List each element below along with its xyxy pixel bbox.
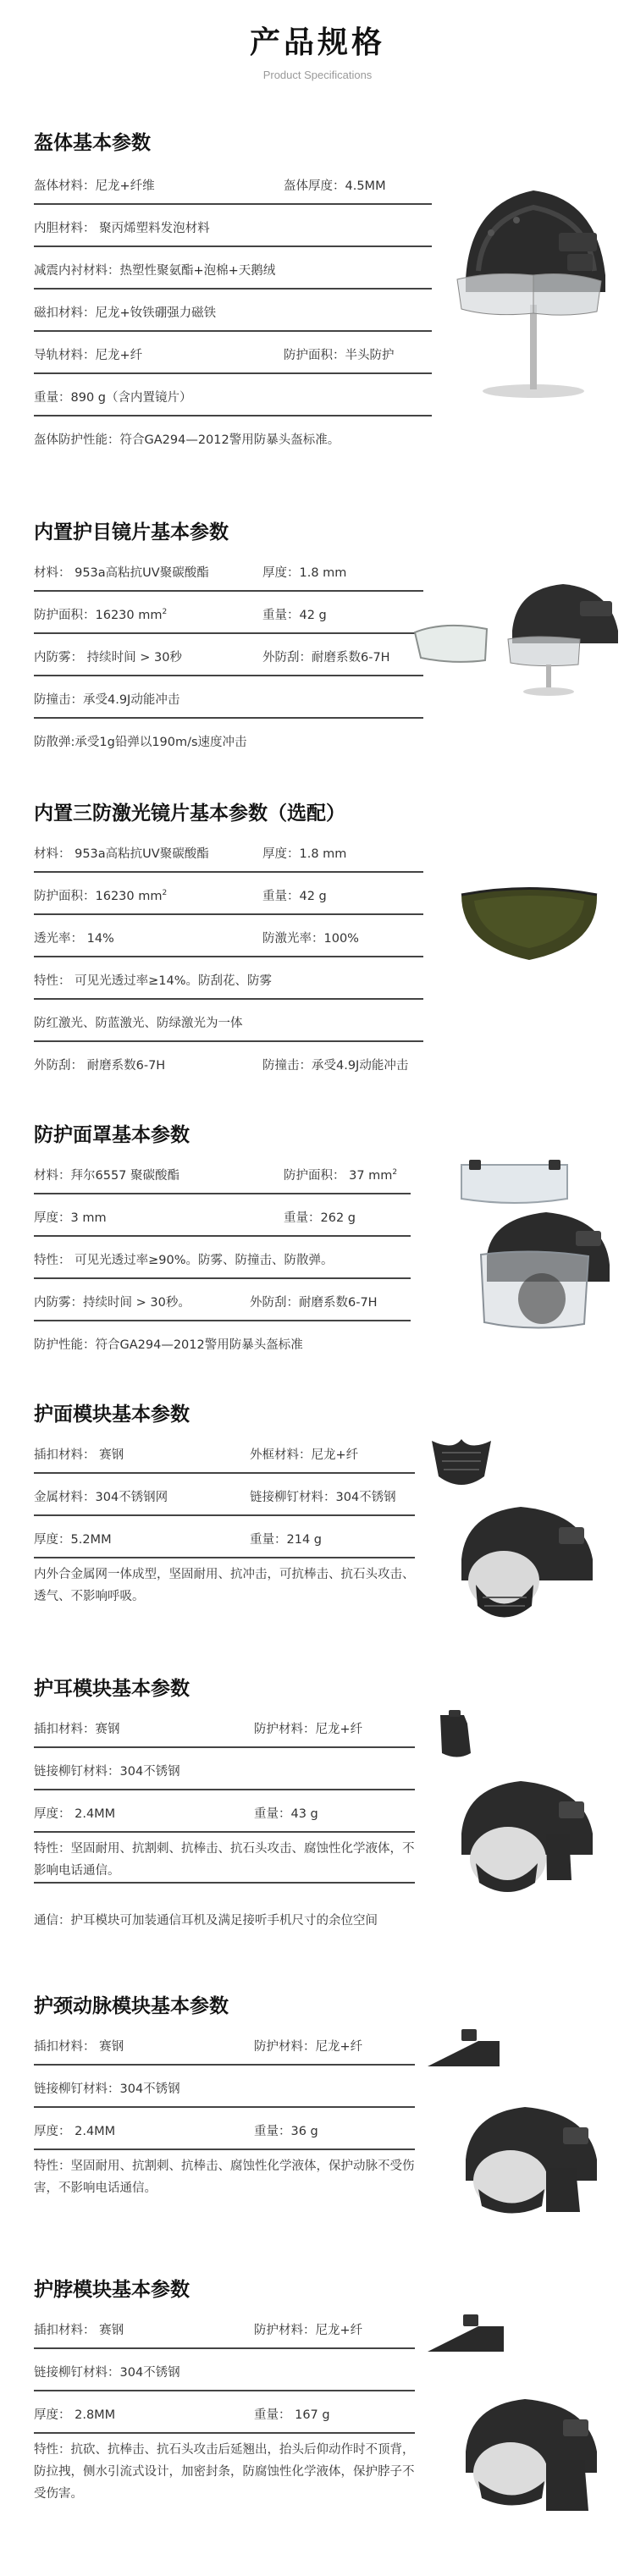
spec-cell: 防护面积：半头防护 xyxy=(284,349,395,362)
spec-row xyxy=(34,1242,411,1279)
spec-row xyxy=(34,2354,415,2391)
spec-cell: 磁扣材料：尼龙+钕铁硼强力磁铁 xyxy=(34,306,217,320)
spec-row xyxy=(34,2439,415,2505)
spec-cell: 内防雾： 持续时间 > 30秒 xyxy=(34,651,182,665)
spec-cell: 盔体厚度：4.5MM xyxy=(284,179,386,193)
spec-cell: 防护面积： 37 $mm^2$ xyxy=(284,1168,398,1183)
spec-cell: 特性：坚固耐用、抗割刺、抗棒击、抗石头攻击、腐蚀性化学液体，不影响电话通信。 xyxy=(34,1842,415,1878)
spec-cell: 内胆材料： 聚丙烯塑料发泡材料 xyxy=(34,222,210,235)
spec-cell: 防护面积：16230 $mm^2$ xyxy=(34,889,168,903)
spec-cell: 重量：36 g xyxy=(254,2125,318,2138)
spec-cell: 内防雾：持续时间 > 30秒。 xyxy=(34,1296,190,1310)
spec-cell: 插扣材料： 赛钢 xyxy=(34,1448,124,1462)
spec-row xyxy=(34,1200,411,1237)
face-shield-image xyxy=(449,1155,618,1332)
spec-cell: 防护材料：尼龙+纤 xyxy=(254,2324,363,2337)
spec-cell: 防激光率：100% xyxy=(262,932,359,946)
spec-cell: 防护面积：16230 $mm^2$ xyxy=(34,608,168,622)
spec-cell: 插扣材料： 赛钢 xyxy=(34,2324,124,2337)
spec-cell: 防护性能：符合GA294—2012警用防暴头盔标准 xyxy=(34,1338,303,1352)
spec-cell: 外防刮：耐磨系数6-7H xyxy=(250,1296,378,1310)
spec-cell: 防护材料：尼龙+纤 xyxy=(254,2040,363,2054)
spec-row xyxy=(34,295,432,332)
carotid-module-image xyxy=(419,2024,614,2219)
spec-cell: 导轨材料：尼龙+纤 xyxy=(34,349,143,362)
spec-cell: 厚度： 2.4MM xyxy=(34,1807,116,1821)
spec-row xyxy=(34,2071,415,2108)
section-title: 护脖模块基本参数 xyxy=(34,2279,190,2301)
spec-cell: 厚度：1.8 mm xyxy=(262,847,347,861)
spec-cell: 盔体材料：尼龙+纤维 xyxy=(34,179,155,193)
spec-row xyxy=(34,2155,415,2199)
spec-cell: 外防刮：耐磨系数6-7H xyxy=(262,651,390,665)
spec-row xyxy=(34,1521,415,1558)
section-title: 防护面罩基本参数 xyxy=(34,1124,190,1146)
spec-row xyxy=(34,1284,411,1321)
spec-row xyxy=(34,597,423,634)
spec-row xyxy=(34,1564,415,1608)
spec-cell: 通信：护耳模块可加装通信耳机及满足接听手机尺寸的余位空间 xyxy=(34,1914,378,1928)
spec-row xyxy=(34,2028,415,2066)
spec-cell: 防撞击：承受4.9J动能冲击 xyxy=(34,693,180,707)
spec-row xyxy=(34,168,432,205)
spec-cell: 盔体防护性能：符合GA294—2012警用防暴头盔标准。 xyxy=(34,433,340,447)
spec-cell: 特性： 可见光透过率≥90%。防雾、防撞击、防散弹。 xyxy=(34,1254,334,1267)
spec-row xyxy=(34,963,423,1000)
spec-cell: 厚度： 2.8MM xyxy=(34,2408,116,2422)
spec-row xyxy=(34,2312,415,2349)
spec-row xyxy=(34,337,432,374)
spec-cell: 厚度： 2.4MM xyxy=(34,2125,116,2138)
spec-cell: 特性： 可见光透过率≥14%。防刮花、防雾 xyxy=(34,974,272,988)
spec-cell: 重量：262 g xyxy=(284,1211,356,1225)
spec-cell: 厚度：5.2MM xyxy=(34,1533,112,1547)
spec-row xyxy=(34,1753,415,1790)
ear-module-image xyxy=(423,1707,610,1901)
spec-row xyxy=(34,2397,415,2434)
spec-cell: 链接柳钉材料：304不锈钢 xyxy=(250,1491,396,1504)
spec-cell: 重量：890 g（含内置镜片） xyxy=(34,391,192,405)
face-module-image xyxy=(423,1432,610,1627)
spec-cell: 外防刮： 耐磨系数6-7H xyxy=(34,1059,166,1073)
spec-cell: 材料： 953a高粘抗UV聚碳酸酯 xyxy=(34,566,209,580)
spec-row xyxy=(34,1479,415,1516)
spec-cell: 重量：214 g xyxy=(250,1533,322,1547)
spec-cell: 重量：42 g xyxy=(262,890,327,903)
helmet-stand-image xyxy=(440,152,618,406)
spec-row xyxy=(34,252,432,290)
section-title: 护面模块基本参数 xyxy=(34,1404,190,1426)
spec-row xyxy=(34,1047,423,1084)
laser-lens-image xyxy=(453,882,605,975)
spec-row xyxy=(34,1711,415,1748)
spec-row xyxy=(34,878,423,915)
spec-row xyxy=(34,920,423,957)
spec-row xyxy=(34,1902,432,1939)
spec-cell: 特性：抗砍、抗棒击、抗石头攻击后延翘出，抬头后仰动作时不顶背，防拉拽，侧水引流式设计，加密封条，防腐蚀性化学液体，保护脖子不受伤害。 xyxy=(34,2443,415,2501)
spec-cell: 外框材料：尼龙+纤 xyxy=(250,1448,359,1462)
spec-cell: 插扣材料：赛钢 xyxy=(34,1723,120,1736)
section-title: 护耳模块基本参数 xyxy=(34,1678,190,1700)
spec-cell: 减震内衬材料：热塑性聚氨酯+泡棉+天鹅绒 xyxy=(34,264,276,278)
section-title: 内置护目镜片基本参数 xyxy=(34,521,229,543)
page-header xyxy=(0,19,635,81)
spec-cell: 重量：43 g xyxy=(254,1807,318,1821)
spec-row xyxy=(34,210,432,247)
spec-row xyxy=(34,1327,411,1364)
spec-cell: 防散弹:承受1g铅弹以190m/s速度冲击 xyxy=(34,736,247,749)
spec-cell: 链接柳钉材料：304不锈钢 xyxy=(34,2082,180,2096)
spec-row xyxy=(34,2113,415,2150)
spec-cell: 厚度：1.8 mm xyxy=(262,566,347,580)
spec-row xyxy=(34,1795,415,1833)
neck-module-image xyxy=(419,2308,614,2562)
spec-row xyxy=(34,379,432,416)
spec-cell: 防护材料：尼龙+纤 xyxy=(254,1723,363,1736)
spec-cell: 防红激光、防蓝激光、防绿激光为一体 xyxy=(34,1017,243,1030)
spec-cell: 特性：坚固耐用、抗割刺、抗棒击、腐蚀性化学液体，保护动脉不受伤害，不影响电话通信。 xyxy=(34,2160,415,2195)
spec-cell: 材料： 953a高粘抗UV聚碳酸酯 xyxy=(34,847,209,861)
spec-row xyxy=(34,1838,415,1884)
spec-cell: 链接柳钉材料：304不锈钢 xyxy=(34,1765,180,1779)
spec-cell: 插扣材料： 赛钢 xyxy=(34,2040,124,2054)
section-title: 护颈动脉模块基本参数 xyxy=(34,1995,229,2017)
visor-lens-image xyxy=(411,580,622,698)
spec-row xyxy=(34,554,423,592)
page-subtitle: Product Specifications xyxy=(262,69,373,81)
spec-cell: 透光率： 14% xyxy=(34,932,114,946)
spec-row xyxy=(34,1157,411,1194)
spec-cell: 材料：拜尔6557 聚碳酸酯 xyxy=(34,1169,180,1183)
spec-row xyxy=(34,639,423,676)
section-title: 内置三防激光镜片基本参数（选配） xyxy=(34,803,345,825)
spec-row xyxy=(34,1005,423,1042)
spec-row xyxy=(34,422,432,459)
page-title: 产品规格 xyxy=(249,25,385,60)
spec-row xyxy=(34,724,423,761)
spec-row xyxy=(34,681,423,719)
spec-row xyxy=(34,1437,415,1474)
section-title: 盔体基本参数 xyxy=(34,132,151,154)
spec-row xyxy=(34,836,423,873)
spec-cell: 重量：42 g xyxy=(262,609,327,622)
spec-cell: 金属材料：304不锈钢网 xyxy=(34,1491,168,1504)
spec-cell: 防撞击：承受4.9J动能冲击 xyxy=(262,1059,409,1073)
spec-cell: 内外合金属网一体成型，坚固耐用、抗冲击，可抗棒击、抗石头攻击、透气、不影响呼吸。 xyxy=(34,1568,415,1603)
spec-cell: 链接柳钉材料：304不锈钢 xyxy=(34,2366,180,2380)
spec-cell: 厚度：3 mm xyxy=(34,1211,107,1225)
spec-cell: 重量： 167 g xyxy=(254,2408,330,2422)
